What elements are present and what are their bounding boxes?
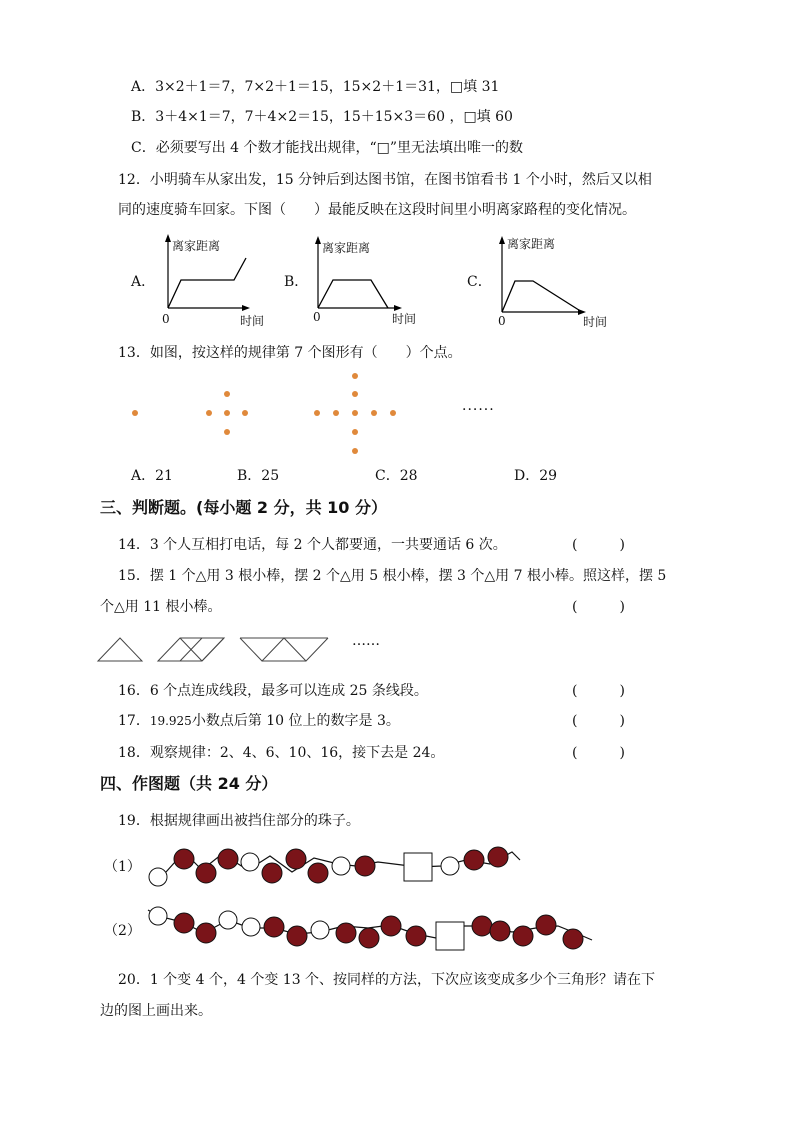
triangle-figure-1: [98, 638, 142, 661]
q20-text-line2: 边的图上画出来。: [100, 1003, 212, 1019]
graph-c-option: C．: [467, 274, 492, 290]
bead-red: [196, 863, 216, 883]
q12-text-line2: 同的速度骑车回家。下图（ ）最能反映在这段时间里小明离家路程的变化情况。: [118, 202, 636, 218]
graph-a-ylabel: 离家距离: [172, 239, 221, 253]
bead-white: [311, 921, 329, 939]
q13-text: 13．如图，按这样的规律第 7 个图形有（ ）个点。: [118, 345, 462, 361]
graph-a-option: A．: [131, 274, 156, 290]
q20-text-line1: 20．1 个变 4 个，4 个变 13 个、按同样的方法，下次应该变成多少个三角形？请在下: [118, 972, 656, 988]
bead-red: [174, 913, 194, 933]
bead-red: [264, 917, 284, 937]
bead-red: [536, 915, 556, 935]
bead-red: [513, 926, 533, 946]
bead-white: [242, 918, 260, 936]
q16-text: 16．6 个点连成线段，最多可以连成 25 条线段。: [118, 683, 428, 699]
graph-b-xlabel: 时间: [392, 312, 417, 326]
graph-c-plot: [500, 240, 600, 320]
bead-red: [472, 916, 492, 936]
bead-white: [441, 857, 459, 875]
graph-b-origin: 0: [313, 310, 321, 324]
q13-ellipsis: ······: [462, 402, 495, 418]
q14-answer-paren[interactable]: ( ): [572, 537, 625, 553]
q13-option-a: A．21: [131, 468, 173, 484]
hidden-bead-box: [404, 853, 432, 881]
dot-pattern-1: [132, 410, 138, 416]
graph-c-ylabel: 离家距离: [507, 237, 556, 251]
q15-answer-paren[interactable]: ( ): [572, 599, 625, 615]
hidden-bead-box: [436, 922, 464, 950]
graph-c-xlabel: 时间: [583, 315, 608, 329]
section4-heading: 四、作图题（共 24 分）: [100, 774, 278, 793]
bead-red: [359, 928, 379, 948]
q18-answer-paren[interactable]: ( ): [572, 745, 625, 761]
bead-white: [219, 911, 237, 929]
bead-red: [287, 926, 307, 946]
q13-option-c: C．28: [375, 468, 418, 484]
triangle-figure-3: [240, 638, 328, 661]
q11-option-c: C．必须要写出 4 个数才能找出规律，“□”里无法填出唯一的数: [131, 140, 524, 156]
graph-b-option: B．: [284, 274, 309, 290]
bead-red: [218, 849, 238, 869]
bead-red: [464, 850, 484, 870]
q19-text: 19．根据规律画出被挡住部分的珠子。: [118, 813, 360, 829]
q13-dot-patterns: [120, 365, 520, 465]
bead-white: [241, 853, 259, 871]
q19-bead-row-2: [140, 898, 600, 958]
graph-a-plot: [166, 238, 266, 318]
dot-pattern-2: [206, 391, 248, 435]
q19-row2-label: （2）: [104, 923, 141, 939]
bead-red: [308, 863, 328, 883]
bead-red: [174, 849, 194, 869]
bead-red: [406, 926, 426, 946]
q19-row1-label: （1）: [104, 859, 141, 875]
q13-option-d: D．29: [514, 468, 558, 484]
q13-option-b: B．25: [237, 468, 280, 484]
bead-white: [149, 907, 167, 925]
q17-text: [118, 711, 400, 731]
q19-bead-row-1: [140, 842, 540, 902]
graph-a-xlabel: 时间: [240, 314, 265, 328]
graph-a-origin: 0: [162, 312, 170, 326]
q17-number: 17．: [118, 713, 150, 729]
bead-red: [286, 849, 306, 869]
bead-red: [490, 921, 510, 941]
q15-ellipsis: ……: [352, 633, 380, 649]
bead-white: [332, 857, 350, 875]
q11-option-b: B．3＋4×1＝7，7＋4×2＝15，15＋15×3＝60 ，□填 60: [131, 109, 513, 125]
bead-red: [563, 929, 583, 949]
q15-text-line2: 个△用 11 根小棒。: [100, 599, 222, 615]
bead-white: [149, 868, 167, 886]
q11-option-a: A．3×2＋1＝7，7×2＋1＝15，15×2＋1＝31，□填 31: [131, 79, 500, 95]
q17-answer-paren[interactable]: ( ): [572, 713, 625, 729]
q17-rest: 小数点后第 10 位上的数字是 3。: [191, 713, 400, 729]
graph-c-origin: 0: [498, 314, 506, 328]
graph-b-plot: [316, 240, 416, 320]
section3-heading: 三、判断题。(每小题 2 分，共 10 分）: [100, 498, 387, 517]
q14-text: 14．3 个人互相打电话，每 2 个人都要通，一共要通话 6 次。: [118, 537, 507, 553]
bead-red: [355, 856, 375, 876]
q12-text-line1: 12．小明骑车从家出发，15 分钟后到达图书馆，在图书馆看书 1 个小时，然后又以相: [118, 172, 652, 188]
bead-red: [196, 923, 216, 943]
q15-text-line1: 15．摆 1 个△用 3 根小棒，摆 2 个△用 5 根小棒，摆 3 个△用 7 根小棒。照这样，摆 5: [118, 568, 667, 584]
q15-triangle-figures: [96, 634, 336, 664]
bead-red: [262, 863, 282, 883]
q16-answer-paren[interactable]: ( ): [572, 683, 625, 699]
q17-repeating-decimal: 19.925: [149, 714, 192, 728]
graph-b-ylabel: 离家距离: [322, 241, 371, 255]
dot-pattern-3: [314, 373, 396, 454]
bead-red: [336, 923, 356, 943]
bead-red: [381, 916, 401, 936]
triangle-figure-2: [158, 638, 224, 661]
q18-text: 18．观察规律：2、4、6、10、16，接下去是 24。: [118, 745, 445, 761]
bead-red: [488, 847, 508, 867]
